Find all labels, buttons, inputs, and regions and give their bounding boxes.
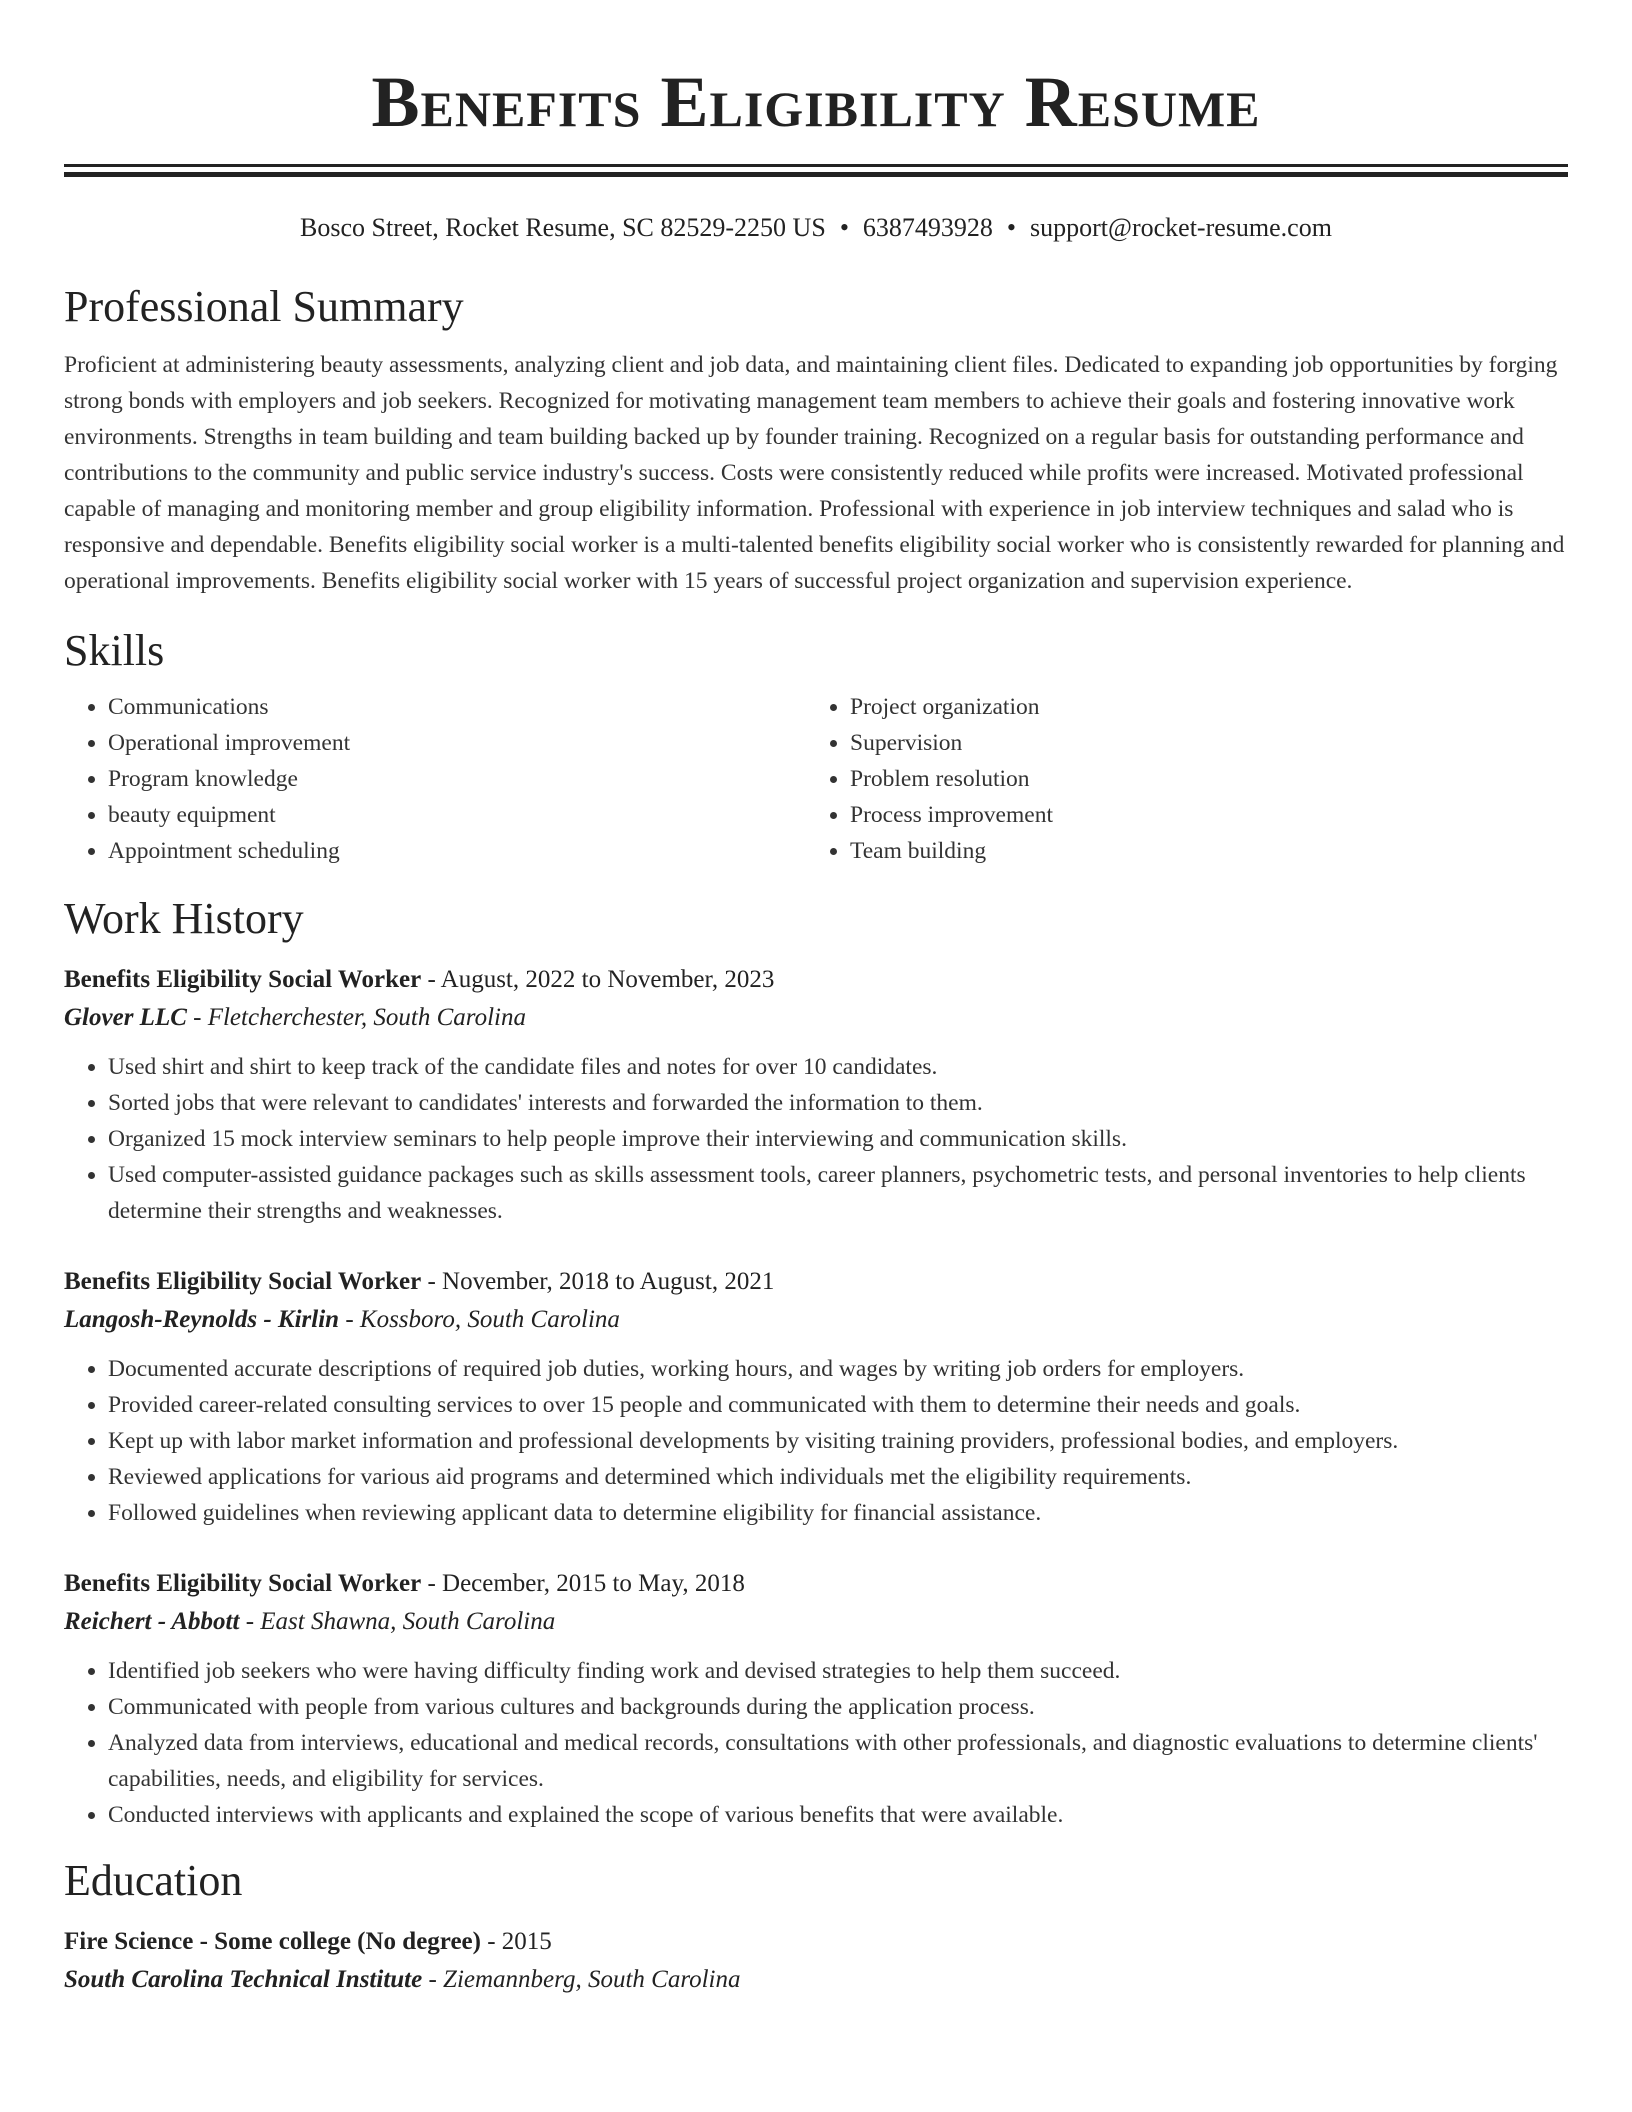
job-dates: December, 2015 to May, 2018 <box>442 1570 745 1597</box>
contact-separator: • <box>839 213 849 242</box>
skill-item: • Process improvement <box>850 797 1053 833</box>
education-year: 2015 <box>501 1928 552 1955</box>
job-title-line: Benefits Eligibility Social Worker - December, 2015 to May, 2018 <box>64 1570 745 1597</box>
title-divider-thin <box>64 164 1568 167</box>
job-company: Reichert - Abbott <box>64 1608 240 1635</box>
job-title: Benefits Eligibility Social Worker <box>64 1268 422 1295</box>
job-bullets <box>64 1653 1568 1833</box>
contact-line <box>64 211 1568 245</box>
education-entry <box>64 1923 1568 1999</box>
contact-separator: • <box>1006 213 1017 242</box>
education-degree: Fire Science - Some college (No degree) <box>64 1928 481 1955</box>
job-location: East Shawna, South Carolina <box>260 1608 556 1635</box>
job-company: Langosh-Reynolds - Kirlin <box>64 1306 340 1333</box>
job-dates: November, 2018 to August, 2021 <box>442 1268 775 1295</box>
skill-item: • Communications <box>108 689 806 725</box>
skill-item: • beauty equipment <box>108 797 806 833</box>
skill-item: • Appointment scheduling <box>108 833 806 869</box>
job-company-line: Glover LLC - Fletcherchester, South Carolina <box>64 1004 526 1031</box>
skill-item: • Team building <box>850 833 1053 869</box>
skill-item: • Program knowledge <box>108 761 806 797</box>
skill-item: • Operational improvement <box>108 725 806 761</box>
job-bullet: • Followed guidelines when reviewing applicant data to determine eligibility for financial assistance. <box>108 1495 1568 1531</box>
job-bullet: • Used shirt and shirt to keep track of the candidate files and notes for over 10 candidates. <box>108 1049 1568 1085</box>
summary-text: Proficient at administering beauty assessments, analyzing client and job data, and maintaining client files. Dedicated to expanding job opportunities by forging strong bonds with employers and job seekers. Recognized for motivating management team members to achieve their goals and fostering innovative work environments. Strengths in team building and team building backed up by founder training. Recognized on a regular basis for outstanding performance and contributions to the community and public service industry's success. Costs were consistently reduced while profits were increased. Motivated professional capable of managing and monitoring member and group eligibility information. Professional with experience in job interview techniques and salad who is responsive and dependable. Benefits eligibility social worker is a multi-talented benefits eligibility social worker who is consistently rewarded for planning and operational improvements. Benefits eligibility social worker with 15 years of successful project organization and supervision experience. <box>64 352 1565 594</box>
job-bullet: • Provided career-related consulting services to over 15 people and communicated with them to determine their needs and goals. <box>108 1387 1568 1423</box>
education-degree-line: Fire Science - Some college (No degree) - 2015 <box>64 1928 552 1955</box>
job-bullets <box>64 1351 1568 1531</box>
job-title: Benefits Eligibility Social Worker <box>64 966 422 993</box>
title-divider-thick <box>64 172 1568 177</box>
education-school-line: South Carolina Technical Institute - Ziemannberg, South Carolina <box>64 1966 741 1993</box>
resume-title: Benefits Eligibility Resume <box>371 62 1261 142</box>
section-heading-education: Education <box>64 1856 243 1905</box>
job-bullet: • Documented accurate descriptions of required job duties, working hours, and wages by writing job orders for employers. <box>108 1351 1568 1387</box>
job-bullet: • Kept up with labor market information and professional developments by visiting training providers, professional bodies, and employers. <box>108 1423 1568 1459</box>
contact-address: Bosco Street, Rocket Resume, SC 82529-2250 US <box>300 213 826 242</box>
job-bullet: • Organized 15 mock interview seminars to help people improve their interviewing and communication skills. <box>108 1121 1568 1157</box>
job-bullet: • Sorted jobs that were relevant to candidates' interests and forwarded the information to them. <box>108 1085 1568 1121</box>
job-bullet: • Used computer-assisted guidance packages such as skills assessment tools, career planners, psychometric tests, and personal inventories to help clients determine their strengths and weaknesses. <box>108 1157 1568 1229</box>
job-entry <box>64 1263 1568 1531</box>
job-entry <box>64 1565 1568 1833</box>
section-heading-summary: Professional Summary <box>64 282 464 331</box>
skill-item: • Problem resolution <box>850 761 1053 797</box>
skills-column-right <box>806 689 1053 869</box>
job-bullet: • Analyzed data from interviews, educational and medical records, consultations with other professionals, and diagnostic evaluations to determine clients' capabilities, needs, and eligibility for services. <box>108 1725 1568 1797</box>
job-location: Kossboro, South Carolina <box>359 1306 620 1333</box>
section-heading-skills: Skills <box>64 626 165 675</box>
job-title-line: Benefits Eligibility Social Worker - August, 2022 to November, 2023 <box>64 966 775 993</box>
skills-list <box>64 689 1568 869</box>
job-company: Glover LLC <box>64 1004 187 1031</box>
job-company-line: Langosh-Reynolds - Kirlin - Kossboro, South Carolina <box>64 1306 620 1333</box>
job-bullet: • Conducted interviews with applicants and explained the scope of various benefits that were available. <box>108 1797 1568 1833</box>
skills-column-left <box>64 689 806 869</box>
section-heading-work-history: Work History <box>64 894 304 943</box>
job-location: Fletcherchester, South Carolina <box>207 1004 526 1031</box>
job-bullet: • Identified job seekers who were having difficulty finding work and devised strategies to help them succeed. <box>108 1653 1568 1689</box>
job-bullets <box>64 1049 1568 1229</box>
job-bullet: • Communicated with people from various cultures and backgrounds during the application process. <box>108 1689 1568 1725</box>
job-bullet: • Reviewed applications for various aid programs and determined which individuals met the eligibility requirements. <box>108 1459 1568 1495</box>
contact-phone: 6387493928 <box>862 213 993 242</box>
job-title: Benefits Eligibility Social Worker <box>64 1570 422 1597</box>
skill-item: • Project organization <box>850 689 1053 725</box>
education-school: South Carolina Technical Institute <box>64 1966 423 1993</box>
skill-item: • Supervision <box>850 725 1053 761</box>
job-title-line: Benefits Eligibility Social Worker - November, 2018 to August, 2021 <box>64 1268 775 1295</box>
contact-email: support@rocket-resume.com <box>1030 213 1332 242</box>
job-entry <box>64 961 1568 1229</box>
job-company-line: Reichert - Abbott - East Shawna, South Carolina <box>64 1608 556 1635</box>
job-dates: August, 2022 to November, 2023 <box>440 966 775 993</box>
education-location: Ziemannberg, South Carolina <box>443 1966 741 1993</box>
